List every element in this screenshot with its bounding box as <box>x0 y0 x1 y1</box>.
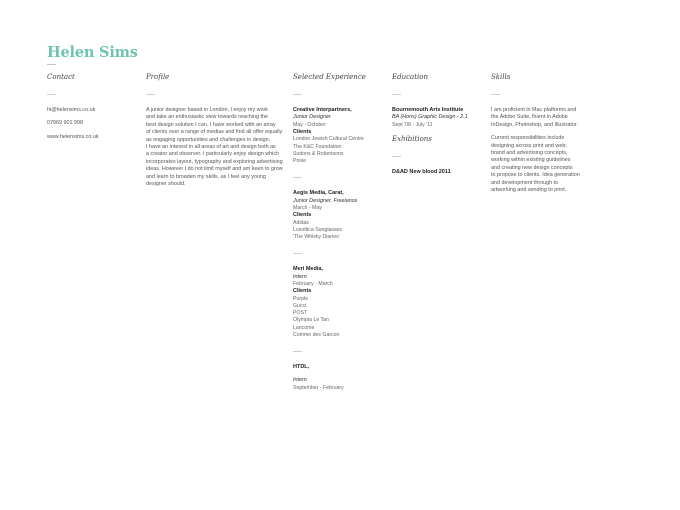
website-link[interactable]: www.helensims.co.uk <box>47 133 99 140</box>
job-dates: March - May <box>293 205 322 212</box>
client-item: Purple <box>293 295 308 302</box>
client-item: Suttons & Robertsons <box>293 150 344 157</box>
contact-column <box>47 73 137 141</box>
company-name: HTDL, <box>293 363 310 370</box>
company-name: Creative Interpartners, <box>293 107 352 113</box>
profile-line: A junior designer based in London, I enjoy my work <box>146 107 268 113</box>
profile-line: incorporates layout, typography and exploring advertising <box>146 158 283 165</box>
experience-entry <box>293 107 388 165</box>
divider <box>392 94 401 95</box>
job-role: Junior Designer <box>293 114 331 121</box>
skills-line: InDesign, Photoshop, and Illustrator. <box>491 121 578 128</box>
profile-line: a creator and observer. I particularly enjoy design which <box>146 151 280 158</box>
profile-line: and learn to broaden my skills, as I feel any young designer should. <box>146 173 266 188</box>
experience-column <box>293 73 388 392</box>
divider <box>293 177 302 178</box>
profile-line: as engaging opportunities and challenges in design. <box>146 136 271 143</box>
school-name: Bournemouth Arts Institute <box>392 107 464 113</box>
experience-entry <box>293 190 388 241</box>
skills-line: designing across print and web; <box>491 142 567 149</box>
skills-line: to propose to clients. Idea generation <box>491 172 580 179</box>
clients-label: Clients <box>293 129 312 136</box>
divider <box>392 156 401 157</box>
client-item: Lancome <box>293 324 315 331</box>
client-item: Posie <box>293 158 306 165</box>
clients-label: Clients <box>293 212 312 219</box>
skills-line: working within existing guidelines <box>491 157 571 164</box>
divider <box>293 94 302 95</box>
profile-line: and take an enthusiastic view towards reaching the <box>146 114 268 121</box>
education-entry <box>392 107 487 129</box>
company-name: Meri Media, <box>293 266 323 273</box>
divider <box>293 253 302 254</box>
job-role: Junior Designer, Freelance <box>293 197 358 204</box>
job-dates: May - October <box>293 121 326 128</box>
skills-line: and development through to <box>491 179 559 186</box>
skills-line: and creating new design concepts <box>491 164 573 171</box>
client-item: Comme des Garcon <box>293 331 340 338</box>
experience-entry <box>293 266 388 339</box>
contact-heading: Contact <box>47 73 75 81</box>
email-link[interactable]: hi@helensims.co.uk <box>47 107 96 113</box>
profile-heading: Profile <box>146 73 170 81</box>
skills-paragraph <box>491 107 591 129</box>
title-divider <box>47 64 56 65</box>
company-name: Aegis Media, Carat, <box>293 190 344 197</box>
client-item: The K&C Foundation <box>293 143 342 150</box>
page-title: Helen Sims <box>47 44 138 61</box>
profile-text <box>146 107 286 188</box>
divider <box>146 94 155 95</box>
education-column <box>392 73 487 176</box>
skills-line: artworking and sending to print. <box>491 187 567 194</box>
profile-line: I have an interest in all areas of art and design both as <box>146 144 276 151</box>
job-role: Intern <box>293 273 307 280</box>
client-item: Adidas <box>293 219 309 226</box>
client-item: Gucci <box>293 302 307 309</box>
course-name: BA (Hons) Graphic Design - 2.1 <box>392 114 468 121</box>
job-role: Intern <box>293 377 307 384</box>
clients-label: Clients <box>293 288 312 295</box>
experience-entry <box>293 364 388 392</box>
education-heading: Education <box>392 73 428 81</box>
skills-line: the Adobe Suite, fluent in Adobe <box>491 114 568 121</box>
skills-column <box>491 73 591 194</box>
exhibitions-heading: Exhibitions <box>392 135 432 144</box>
profile-line: ideas. However I do not limit myself and am keen to grow <box>146 166 283 173</box>
divider <box>47 94 56 95</box>
skills-heading: Skills <box>491 73 511 81</box>
exhibition-item: D&AD New blood 2011 <box>392 169 451 176</box>
job-dates: September - February <box>293 384 344 391</box>
experience-heading: Selected Experience <box>293 73 366 81</box>
profile-column <box>146 73 286 188</box>
profile-line: of clients over a range of medias and find all offer equally <box>146 129 283 136</box>
client-item: Luxottica Sunglasses <box>293 226 343 233</box>
client-item: POST <box>293 310 308 317</box>
profile-line: best design solution I can. I have worked with an array <box>146 121 276 128</box>
divider <box>293 351 302 352</box>
job-dates: February - March <box>293 281 333 288</box>
skills-line: Current responsibilities include <box>491 135 565 142</box>
skills-line: I am proficient in Mac platforms and <box>491 107 577 113</box>
client-item: London Jewish Cultural Centre <box>293 136 364 143</box>
education-dates: Sept '08 - July '11 <box>392 121 433 128</box>
responsibilities-paragraph <box>491 135 591 194</box>
divider <box>491 94 500 95</box>
client-item: 'The Whisky Diaries' <box>293 234 340 241</box>
phone-number: 07969 901 998 <box>47 120 83 127</box>
skills-line: brand and advertising concepts, <box>491 150 568 157</box>
client-item: Olympia Le Tan <box>293 317 329 324</box>
